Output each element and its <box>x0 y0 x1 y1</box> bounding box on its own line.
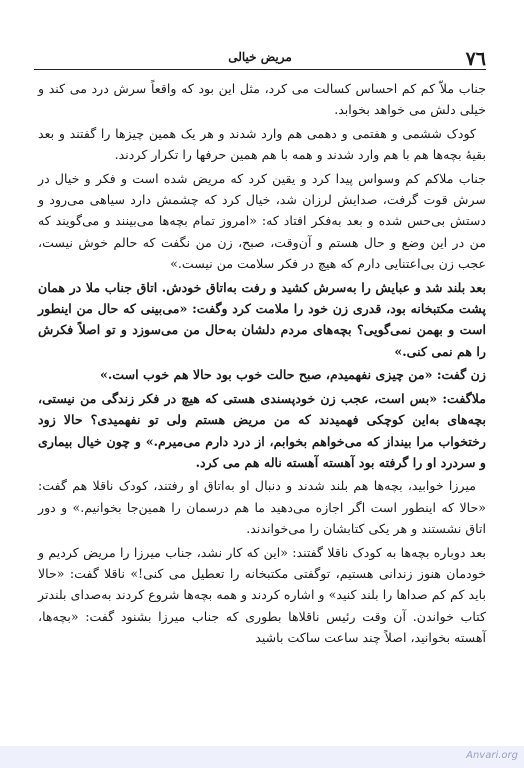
paragraph-2: کودک ششمی و هفتمی و دهمی هم وارد شدند و هر یک همین چیزها را گفتند و بعد بقیهٔ بچه‌ها هم با هم وارد شدند و همه با هم همین حرفها را تکرار کردند. <box>38 125 486 163</box>
paragraph-6: ملاگفت: «بس است، عجب زن خودپسندی هستی که هیچ در فکر زندگی من نیستی، بچه‌های به‌این کوچکی فهمیدند که من مریض هستم ولی تو نفهمیدی؟ حالا زود رختخواب مرا بینداز که می‌خواهم بخوابم، از درد دارم می‌میرم.» و چون خیال بیماری و سردرد او را گرفته بود آهسته آهسته ناله هم می کرد. <box>38 390 486 470</box>
paragraph-5: زن گفت: «من چیزی نفهمیدم، صبح حالت خوب بود حالا هم خوب است.» <box>99 367 486 383</box>
running-title: مریض خیالی <box>228 50 292 64</box>
paragraph-4: بعد بلند شد و عبایش را به‌سرش کشید و رفت به‌اتاق خودش. اتاق جناب ملا در همان پشت مکتبخانه بود، قدری زن خود را ملامت کرد وگفت: «می‌بینی که حال من اینطور است و بهمن نمی‌گویی؟ بچه‌های مردم دلشان به‌حال من می‌سوزد و تو اصلاً فکرش را هم نمی کنی.» <box>38 279 486 359</box>
paragraph-3: جناب ملاکم کم وسواس پیدا کرد و یقین کرد که مریض شده است و فکر و خیال در سرش قوت گرفت، صدایش لرزان شد، خیال کرد که چشمش دارد سیاهی می‌رود و دستش بی‌حس شده و بعد به‌فکر افتاد که: «امروز تمام بچه‌ها می‌بینند و می‌گویند که من در این وضع و حال هستم و آن‌وقت، صبح، زن من نگفت که حالم خوش نیست، عجب زن بی‌اعتنایی دارم که هیچ در فکر سلامت من نیست.» <box>38 170 486 272</box>
header-rule <box>34 69 486 70</box>
paragraph-1: جناب ملاّ کم کم احساس کسالت می کرد، مثل این بود که واقعاً سرش درد می کند و خیلی دلش می خواهد بخوابد. <box>38 81 486 118</box>
watermark: Anvari.org <box>466 750 518 761</box>
page-number: ٧٦ <box>465 48 486 70</box>
page-header <box>34 44 486 70</box>
paragraph-8: بعد دوباره بچه‌ها به کودک ناقلا گفتند: «این که کار نشد، جناب میرزا را مریض کردیم و خودمان هنوز زندانی هستیم، توگفتی مکتبخانه را تعطیل می کنی!» ناقلا گفت: «حالا باید کم کم صداها را بلند کنید» و اشاره کردند و همه بچه‌ها شروع کردند به‌صدای بلندتر کتاب خواندن. آن وقت رئیس ناقلاها بطوری که جناب میرزا بشنود گفت: «بچه‌ها، آهسته بخوانید، اصلاً چند ساعت ساکت باشید <box>38 544 486 646</box>
body-text <box>38 78 486 651</box>
paragraph-7: میرزا خوابید، بچه‌ها هم بلند شدند و دنبال او به‌اتاق او رفتند، کودک ناقلا هم گفت: «حالا که اینطور است اگر اجازه می‌دهید ما هم درسمان را همین‌جا بخوانیم.» و دور اتاق نشستند و هر یکی کتابشان را می‌خواندند. <box>38 478 486 537</box>
footer-band <box>0 746 524 768</box>
